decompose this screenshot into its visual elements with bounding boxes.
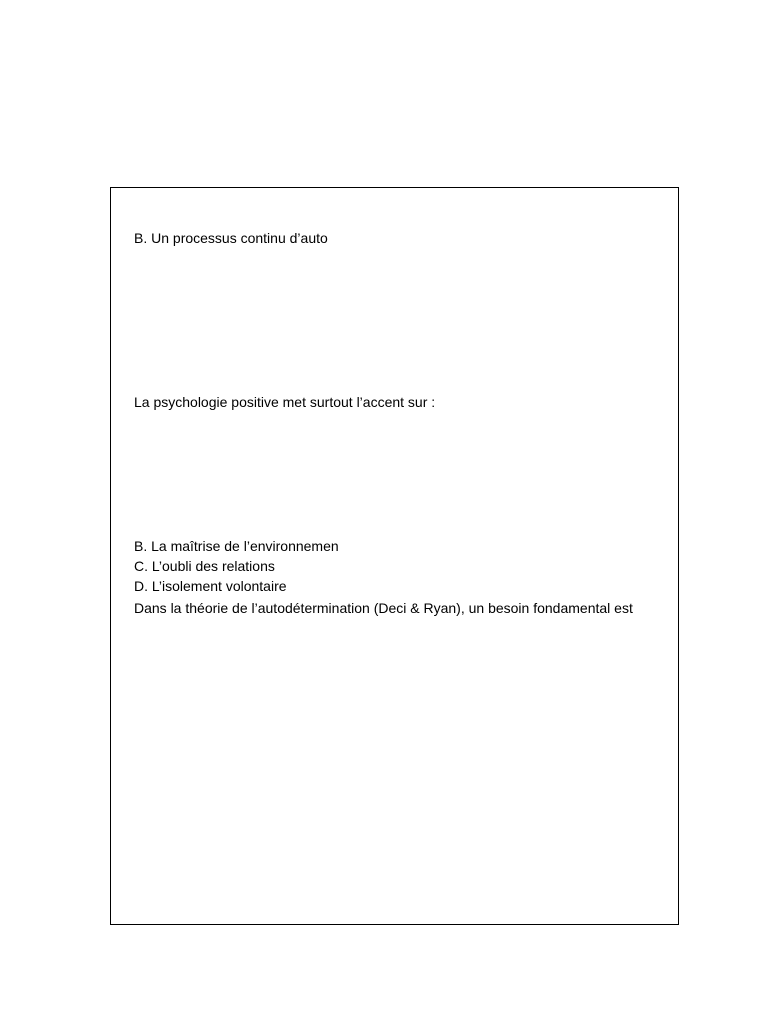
option-d-text: D. L’isolement volontaire [134,578,287,594]
option-b-text: B. Un processus continu d’auto [134,230,328,246]
option-c-text: C. L’oubli des relations [134,558,275,574]
option-b-text: B. La maîtrise de l’environnemen [134,538,339,554]
question-text: Dans la théorie de l’autodétermination (Deci & Ryan), un besoin fondamental est [134,600,633,616]
question-text: La psychologie positive met surtout l’accent sur : [134,394,436,410]
